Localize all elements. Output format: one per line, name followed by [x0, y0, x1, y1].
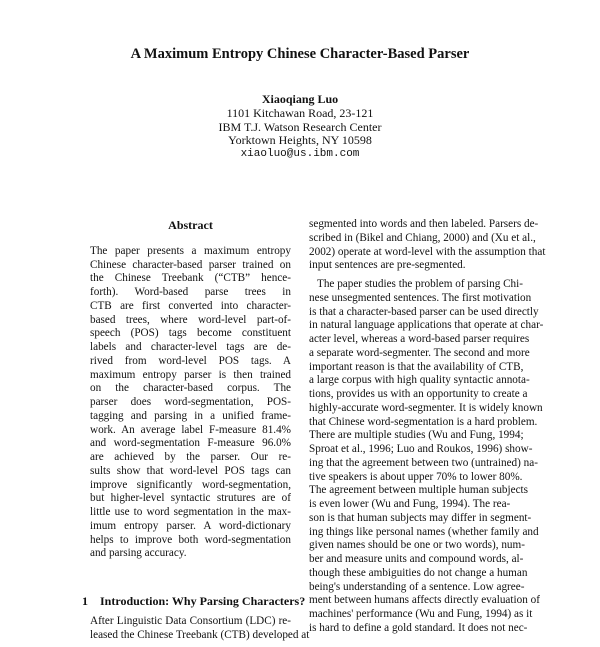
abstract-body [90, 245, 291, 561]
text-line: work. An average label F-measure 81.4% [90, 423, 291, 436]
text-line: maximum entropy parser is then trained [90, 368, 291, 381]
author-email: xiaoluo@us.ibm.com [240, 148, 360, 161]
paper-title: A Maximum Entropy Chinese Character-Based Parser [130, 46, 470, 62]
text-line: labels and character-level tags are de- [90, 341, 291, 353]
text-line: ing that the agreement between two (untrained) na- [309, 456, 538, 469]
text-line: being's understanding of a sentence. Low agree- [309, 580, 525, 593]
text-line: but higher-level syntactic strutures are of [90, 492, 291, 505]
text-line: Sproat et al., 1996; Luo and Roukos, 1996) show- [309, 443, 533, 455]
section-body [90, 614, 310, 643]
text-line: CTB are first converted into character- [90, 299, 291, 312]
text-line: forth). Word-based parse trees in [90, 286, 291, 298]
text-line: Chinese character-based parser trained on [90, 258, 291, 271]
text-line: leased the Chinese Treebank (CTB) developed at [90, 628, 310, 641]
paragraph [309, 278, 544, 636]
text-line: and parsing accuracy. [90, 547, 187, 560]
text-line: nese unsegmented sentences. The first motivation [309, 291, 532, 304]
text-line: though these ambiguities do not change a human [309, 566, 528, 579]
text-line: scribed in (Bikel and Chiang, 2000) and (Xu et al., [309, 231, 536, 244]
text-line: are achieved by the parser. Our re- [90, 451, 291, 463]
text-line: speech (POS) tags become constituent [90, 327, 291, 340]
section-title: Introduction: Why Parsing Characters? [100, 594, 306, 608]
text-line: improve significantly word-segmentation, [90, 478, 291, 491]
text-line: and word-segmentation F-measure 96.0% [90, 437, 291, 450]
text-line: a separate word-segmenter. The second and more [309, 346, 530, 359]
text-line: parser does word-segmentation, POS- [90, 396, 291, 408]
text-line: acter level, whereas a word-based parser requires [309, 333, 530, 345]
text-line: The agreement between multiple human subjects [309, 484, 529, 497]
text-line: After Linguistic Data Consortium (LDC) re- [90, 614, 291, 627]
text-line: highly-accurate word-segmenter. It is widely known [309, 401, 543, 414]
text-line: imum entropy parser. A word-dictionary [90, 519, 291, 532]
text-line: segmented into words and then labeled. Parsers de- [309, 218, 539, 230]
text-line: machines' performance (Wu and Fung, 1994) as it [309, 608, 533, 620]
text-line: sults show that word-level POS tags can [90, 464, 291, 477]
author-block [0, 93, 600, 162]
text-line: tive speakers is about upper 70% to lower 80%. [309, 470, 523, 483]
text-line: The paper presents a maximum entropy [90, 244, 291, 257]
text-line: the Chinese Treebank (“CTB” hence- [90, 272, 291, 285]
text-line: ber and measure units and compound words, al- [309, 553, 524, 565]
text-line: The paper studies the problem of parsing Chi- [317, 278, 523, 290]
text-line: based trees, where word-level part-of- [90, 313, 291, 326]
right-column [309, 218, 546, 641]
author-name: Xiaoqiang Luo [261, 92, 339, 106]
text-line: is even lower (Wu and Fung, 1994). The rea- [309, 498, 511, 510]
text-line: There are multiple studies (Wu and Fung, 1994; [309, 429, 524, 442]
text-line: important reason is that the availability of CTB, [309, 360, 524, 373]
section-number: 1 [82, 594, 88, 608]
text-line: helps to improve both word-segmentation [90, 533, 291, 546]
author-address-line: Yorktown Heights, NY 10598 [228, 133, 372, 148]
author-address-line: IBM T.J. Watson Research Center [218, 119, 382, 134]
text-line: is hard to define a gold standard. It does not nec- [309, 621, 528, 634]
text-line: ment between humans affects directly evaluation of [309, 594, 540, 607]
text-line: in natural language applications that operate at char- [309, 319, 544, 332]
text-line: input sentences are pre-segmented. [309, 259, 466, 272]
text-line: given names should be one or two words), num- [309, 539, 525, 552]
text-line: 2002) operate at word-level with the assumption that [309, 245, 546, 258]
text-line: rived from word-level POS tags. A [90, 354, 291, 367]
text-line: that Chinese word-segmentation is a hard problem. [309, 415, 538, 428]
section-heading [82, 594, 306, 609]
text-line: son is that human subjects may differ in segment- [309, 511, 532, 524]
text-line: tions, provides us with an opportunity to create a [309, 388, 528, 400]
text-line: on the character-based corpus. The [90, 382, 291, 395]
text-line: a large corpus with high quality syntactic annota- [309, 374, 530, 387]
text-line: tagging and parsing in a unified frame- [90, 409, 291, 422]
author-address-line: 1101 Kitchawan Road, 23-121 [226, 105, 374, 120]
text-line: is that a character-based parser can be used directly [309, 305, 539, 318]
text-line: ing things like personal names (whether family and [309, 525, 539, 538]
paragraph [309, 218, 546, 273]
text-line: little use to word segmentation in the max- [90, 506, 291, 518]
left-column [82, 218, 310, 647]
abstract-heading: Abstract [168, 218, 213, 232]
